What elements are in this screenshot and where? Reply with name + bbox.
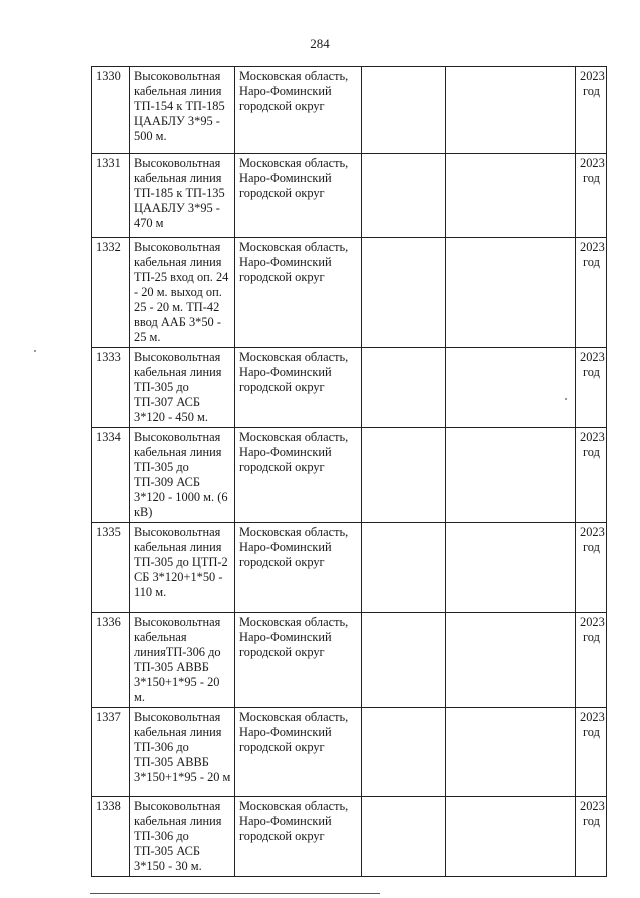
object-location: Московская область, Наро-Фоминский городской округ	[235, 428, 362, 523]
empty-cell	[362, 428, 446, 523]
year-cell	[576, 67, 607, 154]
year-cell	[576, 348, 607, 428]
year-value: 2023	[580, 156, 605, 170]
object-location: Московская область, Наро-Фоминский городской округ	[235, 348, 362, 428]
year-cell	[576, 428, 607, 523]
empty-cell	[446, 348, 576, 428]
table-row	[92, 428, 607, 523]
empty-cell	[362, 348, 446, 428]
object-name: Высоковольтная кабельная линия ТП-305 до ТП-307 АСБ 3*120 - 450 м.	[130, 348, 235, 428]
page-number: 284	[310, 36, 330, 51]
object-name: Высоковольтная кабельная линия ТП-25 вход оп. 24 - 20 м. выход оп. 25 - 20 м. ТП-42 ввод ААБ 3*50 - 25 м.	[130, 238, 235, 348]
table-row	[92, 67, 607, 154]
year-cell	[576, 797, 607, 877]
year-unit: год	[583, 630, 600, 644]
year-cell	[576, 613, 607, 708]
year-unit: год	[583, 84, 600, 98]
empty-cell	[446, 67, 576, 154]
year-unit: год	[583, 725, 600, 739]
object-location: Московская область, Наро-Фоминский городской округ	[235, 238, 362, 348]
year-value: 2023	[580, 525, 605, 539]
row-number: 1336	[92, 613, 130, 708]
table-row	[92, 348, 607, 428]
scan-speck	[34, 350, 36, 352]
year-value: 2023	[580, 240, 605, 254]
row-number: 1337	[92, 708, 130, 797]
year-unit: год	[583, 445, 600, 459]
empty-cell	[446, 708, 576, 797]
year-value: 2023	[580, 710, 605, 724]
table-row	[92, 797, 607, 877]
empty-cell	[362, 613, 446, 708]
table-row	[92, 523, 607, 613]
row-number: 1330	[92, 67, 130, 154]
year-value: 2023	[580, 799, 605, 813]
object-name: Высоковольтная кабельная линия ТП-306 до ТП-305 АВВБ 3*150+1*95 - 20 м	[130, 708, 235, 797]
table-row	[92, 154, 607, 238]
year-value: 2023	[580, 350, 605, 364]
year-value: 2023	[580, 430, 605, 444]
empty-cell	[446, 238, 576, 348]
row-number: 1331	[92, 154, 130, 238]
object-name: Высоковольтная кабельная линияТП-306 до ТП-305 АВВБ 3*150+1*95 - 20 м.	[130, 613, 235, 708]
table-row	[92, 613, 607, 708]
object-location: Московская область, Наро-Фоминский городской округ	[235, 708, 362, 797]
year-unit: год	[583, 171, 600, 185]
object-name: Высоковольтная кабельная линия ТП-185 к ТП-135 ЦААБЛУ 3*95 - 470 м	[130, 154, 235, 238]
empty-cell	[362, 523, 446, 613]
year-unit: год	[583, 255, 600, 269]
object-name: Высоковольтная кабельная линия ТП-305 до ЦТП-2 СБ 3*120+1*50 - 110 м.	[130, 523, 235, 613]
empty-cell	[362, 708, 446, 797]
object-location: Московская область, Наро-Фоминский городской округ	[235, 797, 362, 877]
object-location: Московская область, Наро-Фоминский городской округ	[235, 523, 362, 613]
empty-cell	[362, 154, 446, 238]
empty-cell	[446, 523, 576, 613]
scan-speck	[565, 398, 567, 400]
empty-cell	[446, 428, 576, 523]
row-number: 1335	[92, 523, 130, 613]
empty-cell	[446, 613, 576, 708]
empty-cell	[362, 797, 446, 877]
year-unit: год	[583, 540, 600, 554]
year-cell	[576, 238, 607, 348]
year-cell	[576, 523, 607, 613]
object-name: Высоковольтная кабельная линия ТП-154 к ТП-185 ЦААБЛУ 3*95 - 500 м.	[130, 67, 235, 154]
object-location: Московская область, Наро-Фоминский городской округ	[235, 613, 362, 708]
object-location: Московская область, Наро-Фоминский городской округ	[235, 67, 362, 154]
object-name: Высоковольтная кабельная линия ТП-305 до ТП-309 АСБ 3*120 - 1000 м. (6 кВ)	[130, 428, 235, 523]
table-row	[92, 238, 607, 348]
year-cell	[576, 154, 607, 238]
row-number: 1333	[92, 348, 130, 428]
row-number: 1332	[92, 238, 130, 348]
empty-cell	[446, 154, 576, 238]
year-value: 2023	[580, 69, 605, 83]
object-location: Московская область, Наро-Фоминский городской округ	[235, 154, 362, 238]
table-row	[92, 708, 607, 797]
row-number: 1338	[92, 797, 130, 877]
empty-cell	[362, 67, 446, 154]
scan-artifact-line	[90, 893, 380, 894]
year-unit: год	[583, 365, 600, 379]
year-unit: год	[583, 814, 600, 828]
registry-table	[91, 66, 607, 877]
empty-cell	[446, 797, 576, 877]
year-value: 2023	[580, 615, 605, 629]
object-name: Высоковольтная кабельная линия ТП-306 до ТП-305 АСБ 3*150 - 30 м.	[130, 797, 235, 877]
empty-cell	[362, 238, 446, 348]
row-number: 1334	[92, 428, 130, 523]
year-cell	[576, 708, 607, 797]
